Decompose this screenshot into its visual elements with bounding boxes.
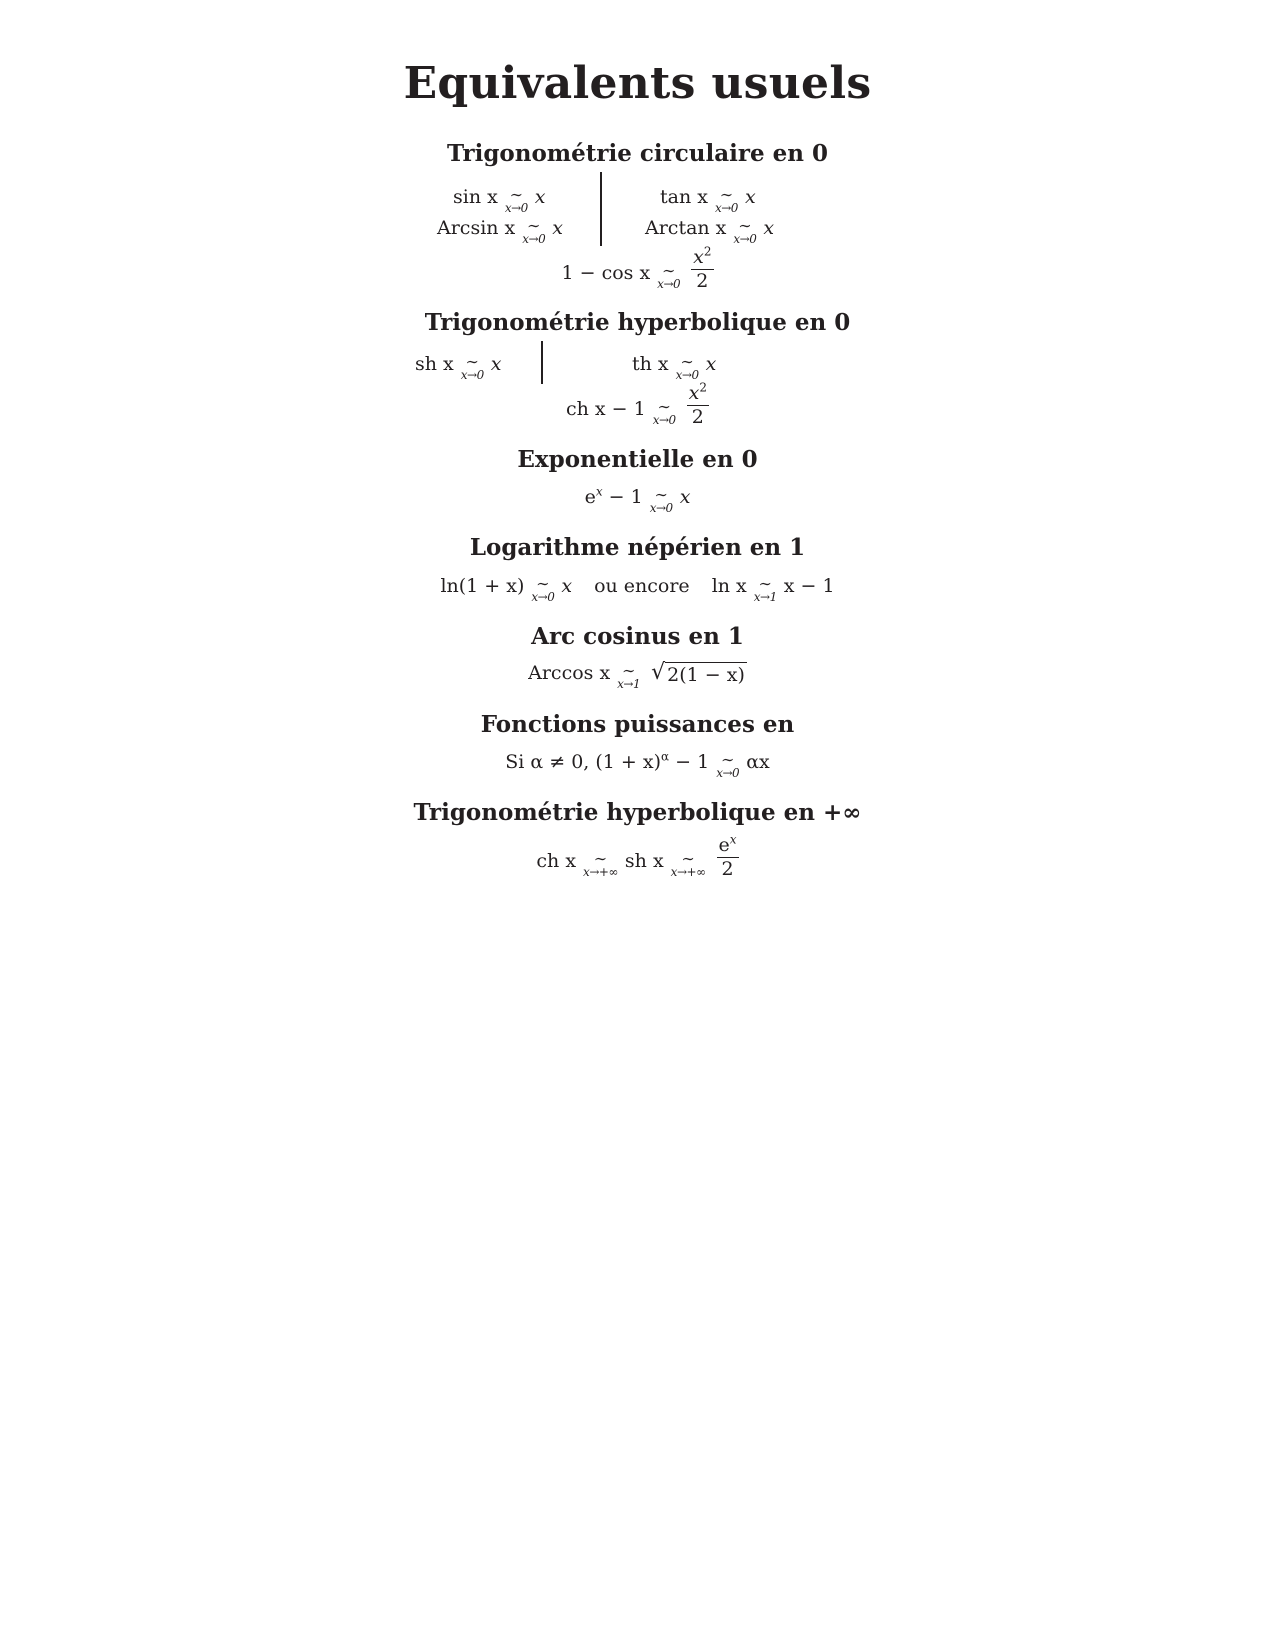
column-divider: [541, 341, 543, 384]
formula-ch-inf: [0, 832, 1275, 880]
formula-arccos: [0, 660, 1275, 690]
formula-lhs: ch x: [536, 850, 577, 872]
formula-arcsin: [437, 215, 563, 245]
formula-rhs: x − 1: [783, 575, 835, 597]
equivalent-symbol: ∼ x→0: [522, 216, 546, 246]
formula-rhs: x: [744, 186, 756, 208]
formula-lhs: Arccos x: [528, 662, 611, 684]
equivalent-symbol: ∼ x→+∞: [670, 849, 706, 879]
formula-mid: sh x: [624, 850, 664, 872]
equivalent-symbol: ∼ x→+∞: [583, 849, 618, 879]
formula-lhs: 1 − cos x: [561, 262, 651, 284]
formula-lhs: Arcsin x: [437, 217, 516, 239]
connector-text: ou encore: [594, 575, 690, 597]
equivalent-symbol: ∼ x→0: [657, 261, 681, 291]
fraction: $\frac{e^x}{2}$: [718, 832, 737, 880]
equivalent-symbol: ∼ x→1: [753, 574, 777, 604]
formula-rhs: αx: [746, 751, 770, 773]
formula-ln: [0, 573, 1275, 603]
formula-tan: [660, 184, 756, 214]
equivalent-symbol: ∼ x→0: [714, 185, 738, 215]
equivalent-symbol: ∼ x→0: [675, 352, 699, 382]
formula-sin: [453, 184, 546, 214]
square-root: √ 2(1 − x): [651, 660, 745, 686]
formula-lhs: Si α ≠ 0, $(1 + x)^\alpha - 1$: [505, 749, 710, 773]
formula-lhs: $e^x - 1$: [584, 484, 643, 508]
formula-lhs: tan x: [660, 186, 708, 208]
fraction: $\frac{x^2}{2}$: [693, 244, 712, 292]
formula-rhs: x: [705, 353, 717, 375]
equivalent-symbol: ∼ x→0: [649, 485, 673, 515]
formula-lhs: th x: [632, 353, 669, 375]
section-heading-trig-hyp-inf: Trigonométrie hyperbolique en +∞: [413, 799, 862, 826]
formula-lhs: sh x: [415, 353, 454, 375]
formula-lhs: sin x: [453, 186, 498, 208]
equivalent-symbol: ∼ x→1: [617, 661, 641, 691]
equivalent-symbol: ∼ x→0: [716, 750, 740, 780]
formula-lhs: ln(1 + x): [440, 575, 525, 597]
formula-lhs: ln x: [711, 575, 747, 597]
equivalent-symbol: ∼ x→0: [460, 352, 484, 382]
equivalent-symbol: ∼ x→0: [652, 397, 676, 427]
section-heading-arccos: Arc cosinus en 1: [531, 623, 744, 650]
section-heading-log: Logarithme népérien en 1: [469, 534, 806, 561]
fraction: $\frac{x^2}{2}$: [688, 380, 708, 428]
formula-lhs: Arctan x: [645, 217, 727, 239]
section-heading-trig-circ: Trigonométrie circulaire en 0: [447, 140, 828, 167]
formula-rhs: x: [763, 217, 775, 239]
formula-arctan: [645, 215, 774, 245]
formula-puiss: [0, 749, 1275, 779]
formula-rhs: x: [490, 353, 502, 375]
formula-sh: [415, 351, 501, 381]
formula-rhs: x: [679, 486, 691, 508]
equivalent-symbol: ∼ x→0: [531, 574, 555, 604]
section-heading-exp: Exponentielle en 0: [517, 446, 758, 473]
equivalent-symbol: ∼ x→0: [733, 216, 757, 246]
section-heading-trig-hyp: Trigonométrie hyperbolique en 0: [424, 309, 851, 336]
formula-exp: [0, 484, 1275, 514]
page-title: Equivalents usuels: [403, 58, 872, 109]
formula-ch: [0, 380, 1275, 428]
formula-rhs: x: [561, 575, 573, 597]
formula-lhs: ch x − 1: [565, 398, 646, 420]
formula-th: [632, 351, 716, 381]
column-divider: [600, 172, 602, 246]
section-heading-puiss: Fonctions puissances en: [480, 711, 795, 738]
equivalent-symbol: ∼ x→0: [504, 185, 528, 215]
formula-rhs: x: [534, 186, 546, 208]
formula-cos: [0, 244, 1275, 292]
formula-rhs: x: [552, 217, 563, 239]
